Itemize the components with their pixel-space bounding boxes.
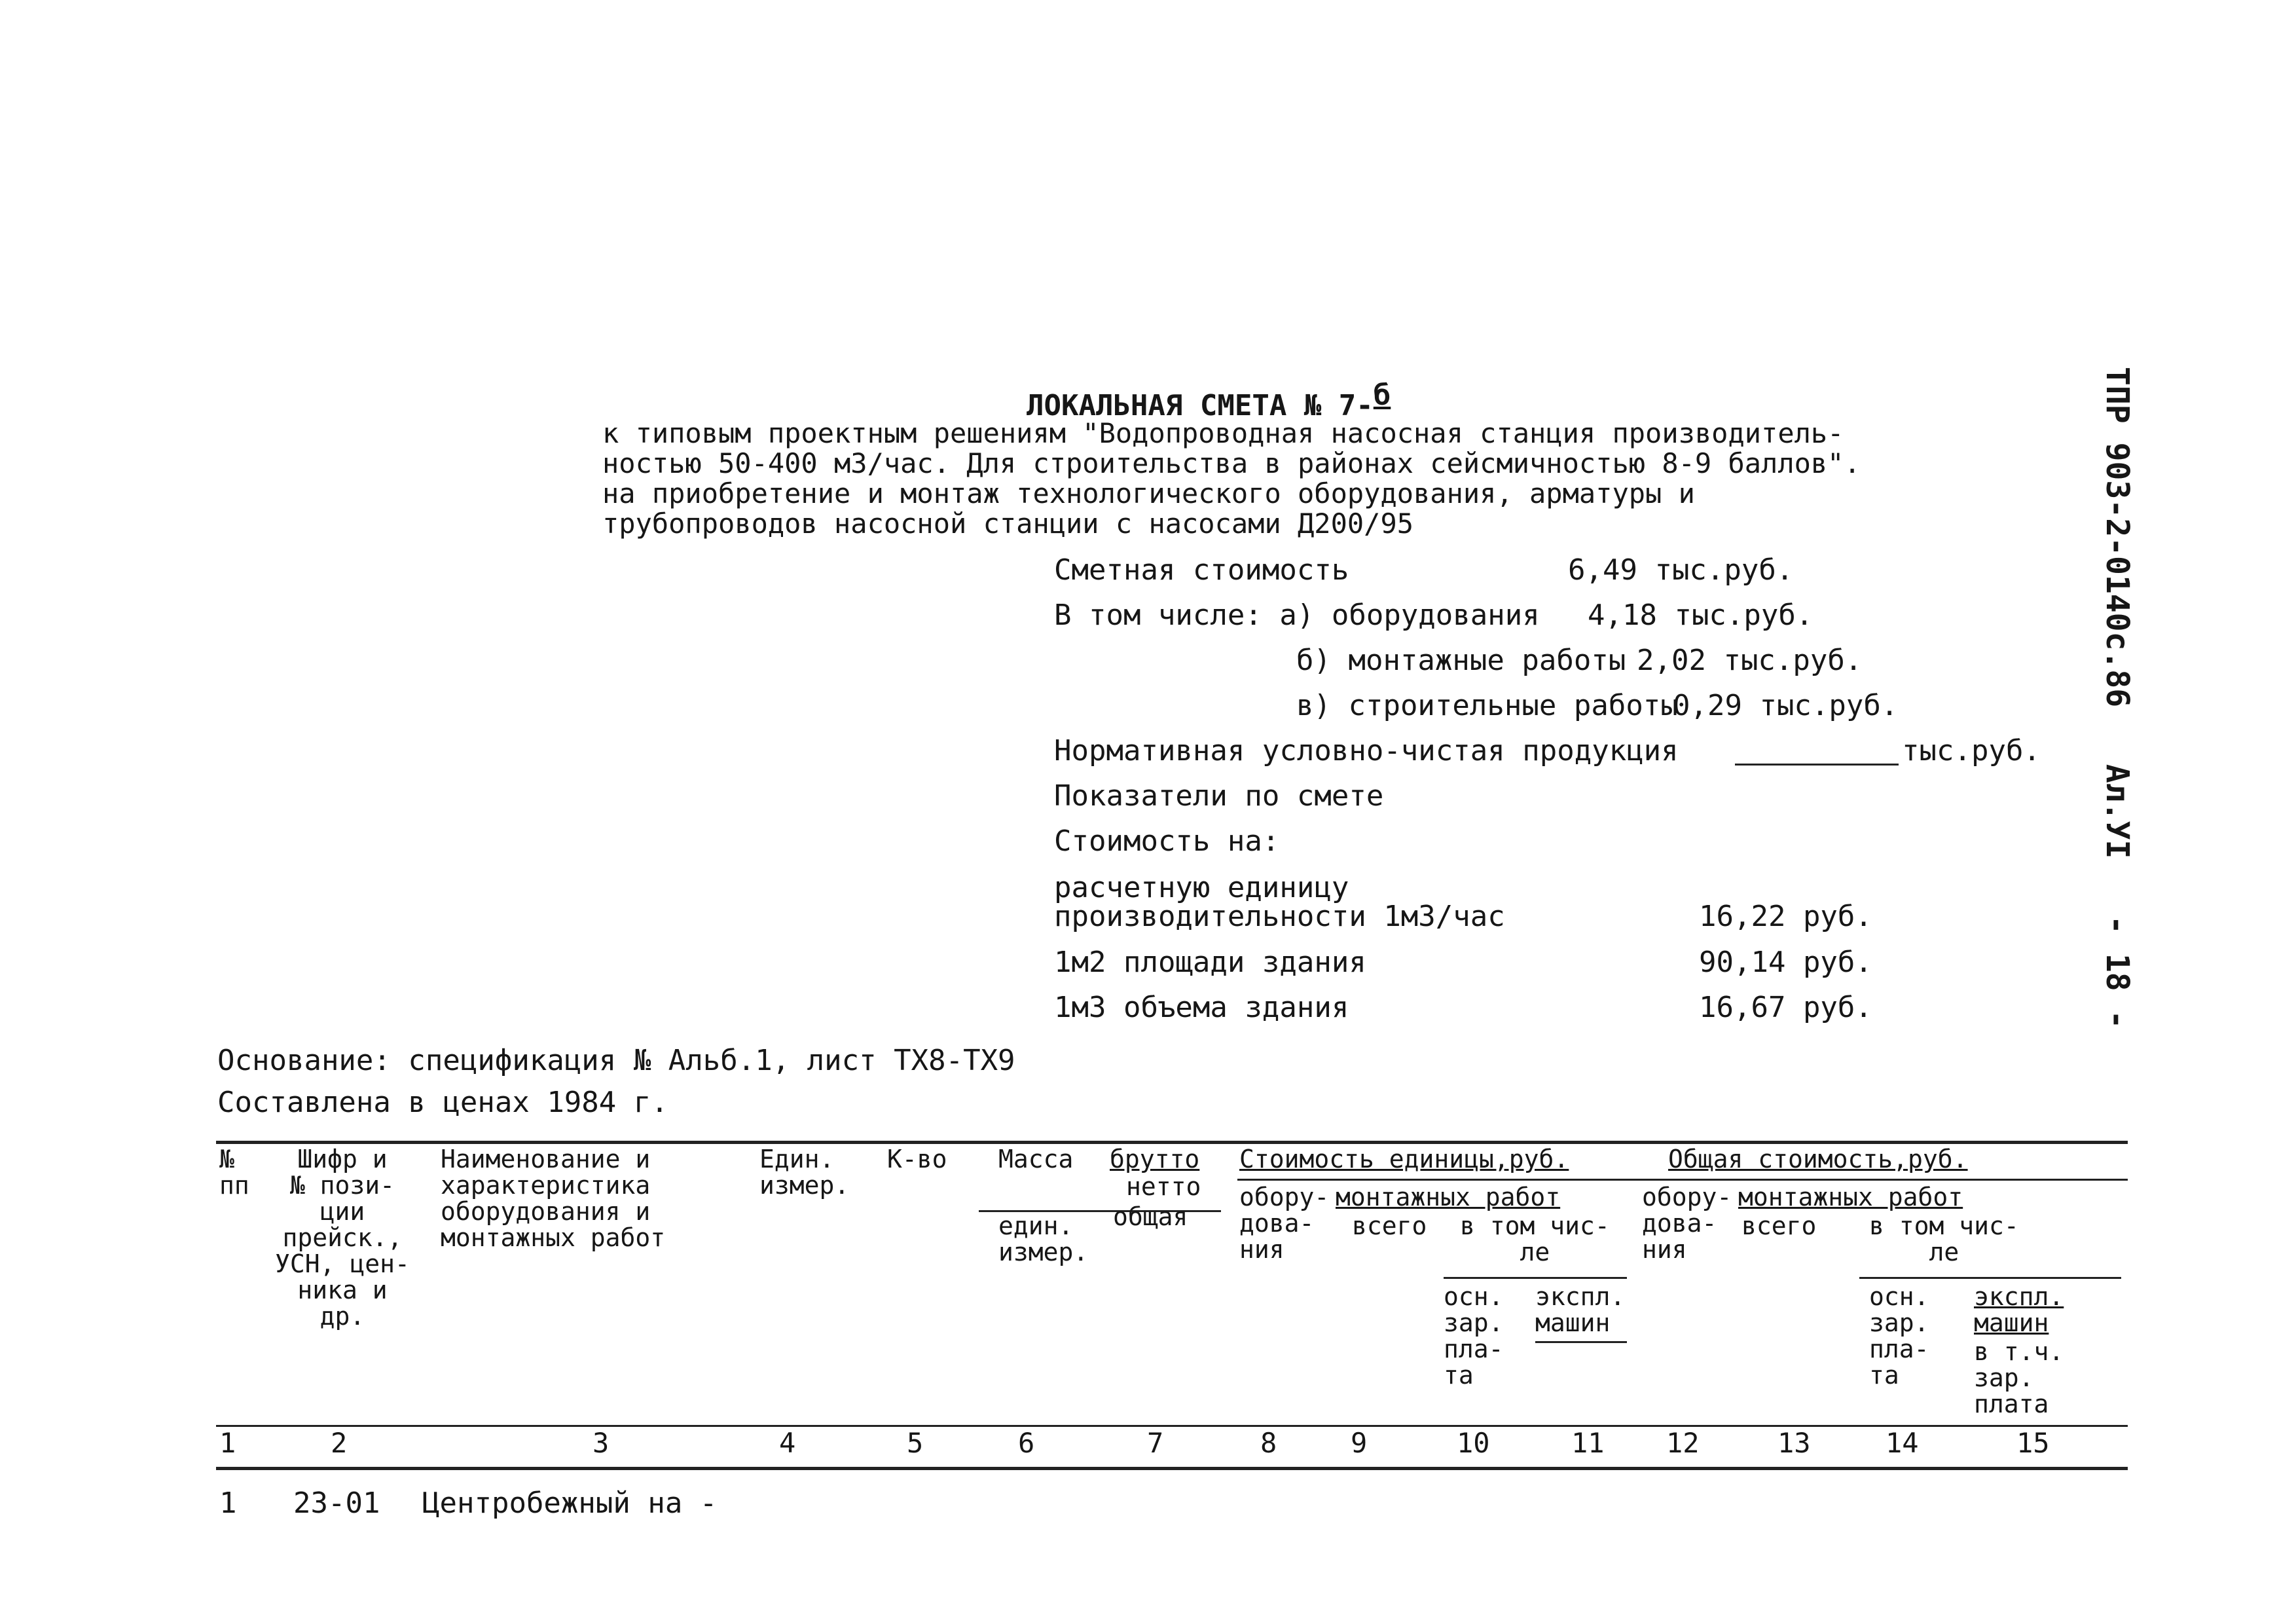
header-mounting: монтажных работ <box>1336 1183 1561 1211</box>
included-label: В том числе: а) оборудования <box>1054 599 1540 632</box>
per-unit-label-1: расчетную единицу <box>1054 871 1349 904</box>
per-unit-value: 16,22 руб. <box>1699 900 1872 933</box>
col-number-13: 13 <box>1777 1427 1811 1459</box>
col-number-2: 2 <box>331 1427 348 1459</box>
total-cost-label: Сметная стоимость <box>1054 553 1349 587</box>
col-number-7: 7 <box>1147 1427 1164 1459</box>
header-unit-cost: Стоимость единицы,руб. <box>1239 1145 1569 1173</box>
title-text: ЛОКАЛЬНАЯ СМЕТА № 7- <box>1026 389 1374 422</box>
header-mass-gross: брутто <box>1110 1145 1200 1173</box>
header-machines-total: экспл. машин <box>1974 1282 2064 1337</box>
header-machines-wage-total: в т.ч. зар. плата <box>1974 1337 2064 1418</box>
prices-line: Составлена в ценах 1984 г. <box>217 1086 668 1119</box>
description-line-4: трубопроводов насосной станции с насосами Д200/95 <box>602 507 1414 540</box>
header-equipment: обору- дова- ния <box>1239 1183 1330 1264</box>
col-number-3: 3 <box>592 1427 610 1459</box>
row-1-code: 23-01 <box>293 1486 380 1520</box>
col-number-8: 8 <box>1260 1427 1277 1459</box>
header-base-wage: осн. зар. пла- та <box>1444 1282 1504 1390</box>
header-code: Шифр и № пози- ции прейск., УСН, цен- ника и др. <box>275 1145 410 1331</box>
title-suffix: б <box>1373 378 1391 412</box>
col-number-6: 6 <box>1018 1427 1035 1459</box>
col-number-10: 10 <box>1457 1427 1490 1459</box>
normative-product-label: Нормативная условно-чистая продукция <box>1054 734 1679 767</box>
numbering-bottom-rule <box>216 1467 2128 1470</box>
header-unit: Един. измер. <box>759 1145 850 1200</box>
basis-line: Основание: спецификация № Альб.1, лист ТХ8-ТХ9 <box>217 1044 1015 1077</box>
machines-subrule <box>1535 1341 1627 1343</box>
cost-subrule <box>1237 1179 2128 1181</box>
header-number: № пп <box>219 1145 249 1200</box>
header-base-wage-total: осн. зар. пла- та <box>1869 1282 1929 1390</box>
indicators-label: Показатели по смете <box>1054 779 1384 813</box>
header-mounting-total: монтажных работ <box>1738 1183 1963 1211</box>
col-number-5: 5 <box>907 1427 924 1459</box>
per-volume-value: 16,67 руб. <box>1699 991 1872 1024</box>
header-including-total: в том чис- ле <box>1869 1211 2019 1266</box>
header-mass-unit: един. измер. <box>998 1211 1089 1266</box>
included-mounting-label: б) монтажные работы <box>1296 644 1626 677</box>
per-unit-label-2: производительности 1м3/час <box>1054 900 1505 933</box>
header-mass-net: нетто <box>1126 1172 1201 1201</box>
document-title <box>992 359 1391 422</box>
col-number-12: 12 <box>1666 1427 1700 1459</box>
header-quantity: К-во <box>887 1145 947 1173</box>
description-line-3: на приобретение и монтаж технологического оборудования, арматуры и <box>602 477 1695 509</box>
total-cost-value: 6,49 тыс.руб. <box>1568 553 1794 587</box>
normative-blank-line <box>1735 764 1899 766</box>
header-name: Наименование и характеристика оборудования и монтажных работ <box>441 1145 666 1252</box>
numbering-top-rule <box>216 1425 2128 1427</box>
included-construction-value: 0,29 тыс.руб. <box>1673 689 1899 722</box>
including-subrule <box>1444 1277 1627 1279</box>
cost-per-label: Стоимость на: <box>1054 824 1280 858</box>
col-number-14: 14 <box>1886 1427 1919 1459</box>
col-number-1: 1 <box>219 1427 236 1459</box>
header-mass-total: общая <box>1113 1202 1188 1231</box>
per-area-label: 1м2 площади здания <box>1054 946 1366 979</box>
col-number-4: 4 <box>779 1427 796 1459</box>
header-all: всего <box>1352 1211 1427 1240</box>
included-mounting-value: 2,02 тыс.руб. <box>1637 644 1863 677</box>
per-volume-label: 1м3 объема здания <box>1054 991 1349 1024</box>
description-line-2: ностью 50-400 м3/час. Для строительства в районах сейсмичностью 8-9 баллов". <box>602 447 1861 479</box>
header-equipment-total: обору- дова- ния <box>1642 1183 1732 1264</box>
side-document-code: ТПР 903-2-0140с.86 Ал.УI - 18 - <box>2099 367 2136 1029</box>
row-1-name: Центробежный на - <box>422 1486 718 1520</box>
including-total-subrule <box>1859 1277 2121 1279</box>
per-area-value: 90,14 руб. <box>1699 946 1872 979</box>
header-including: в том чис- ле <box>1460 1211 1610 1266</box>
col-number-9: 9 <box>1351 1427 1368 1459</box>
header-machines: экспл. машин <box>1535 1282 1626 1337</box>
col-number-15: 15 <box>2016 1427 2050 1459</box>
description-line-1: к типовым проектным решениям "Водопроводная насосная станция производитель- <box>602 417 1844 449</box>
normative-product-unit: тыс.руб. <box>1902 734 2041 767</box>
row-1-number: 1 <box>219 1486 237 1520</box>
header-total-cost: Общая стоимость,руб. <box>1668 1145 1968 1173</box>
col-number-11: 11 <box>1571 1427 1605 1459</box>
header-mass: Масса <box>998 1145 1074 1173</box>
table-top-rule <box>216 1141 2128 1144</box>
included-equipment-value: 4,18 тыс.руб. <box>1588 599 1813 632</box>
header-all-total: всего <box>1741 1211 1817 1240</box>
included-construction-label: в) строительные работы <box>1296 689 1678 722</box>
